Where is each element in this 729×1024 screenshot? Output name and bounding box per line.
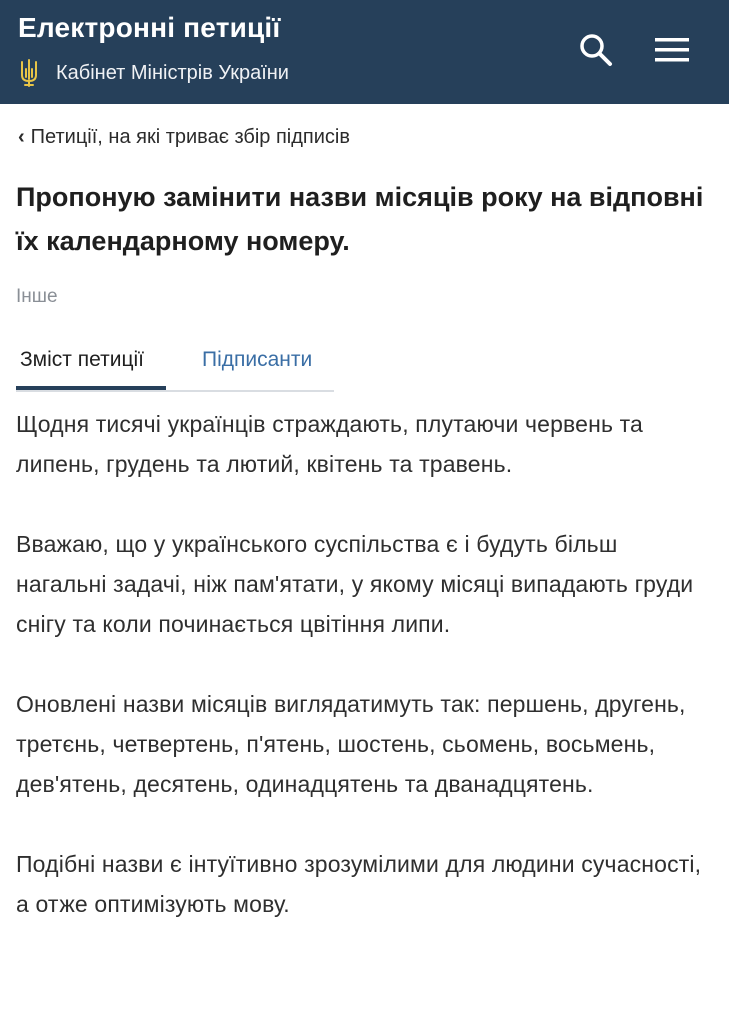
header-subtitle: Кабінет Міністрів України <box>56 61 289 84</box>
menu-button[interactable] <box>652 30 694 70</box>
search-button[interactable] <box>576 30 616 70</box>
chevron-left-icon: ‹ <box>18 126 25 148</box>
petition-title: Пропоную замінити назви місяців року на відповні їх календарному номеру. <box>16 182 704 256</box>
petition-category: Інше <box>16 286 58 307</box>
trident-icon <box>18 59 40 87</box>
petition-body <box>16 404 706 964</box>
back-to-petitions-link[interactable] <box>18 126 350 149</box>
petition-paragraph: Оновлені назви місяців виглядатимуть так: першень, другень, третєнь, четвертень, п'ятень, шостень, сьомень, восьмень, дев'ятень, десятень, одинадцятень та дванадцятень. <box>16 691 686 797</box>
search-icon <box>576 30 616 70</box>
tab-petition-content[interactable]: Зміст петиції <box>20 348 144 371</box>
petition-paragraph: Вважаю, що у українського суспільства є і будуть більш нагальні задачі, ніж пам'ятати, у якому місяці випадають груди снігу та коли починається цвітіння липи. <box>16 531 694 637</box>
site-header <box>0 0 729 104</box>
hamburger-menu-icon <box>652 30 694 70</box>
site-title[interactable]: Електронні петиції <box>18 12 281 43</box>
petition-tabs <box>16 340 334 392</box>
active-tab-indicator <box>16 386 166 390</box>
government-branding <box>18 58 289 88</box>
tab-signers[interactable]: Підписанти <box>202 348 313 371</box>
petition-paragraph: Подібні назви є інтуїтивно зрозумілими для людини сучасності, а отже оптимізують мову. <box>16 851 702 917</box>
petition-paragraph: Щодня тисячі українців страждають, плутаючи червень та липень, грудень та лютий, квітень та травень. <box>16 411 643 477</box>
back-link-label: Петиції, на які триває збір підписів <box>30 126 350 148</box>
